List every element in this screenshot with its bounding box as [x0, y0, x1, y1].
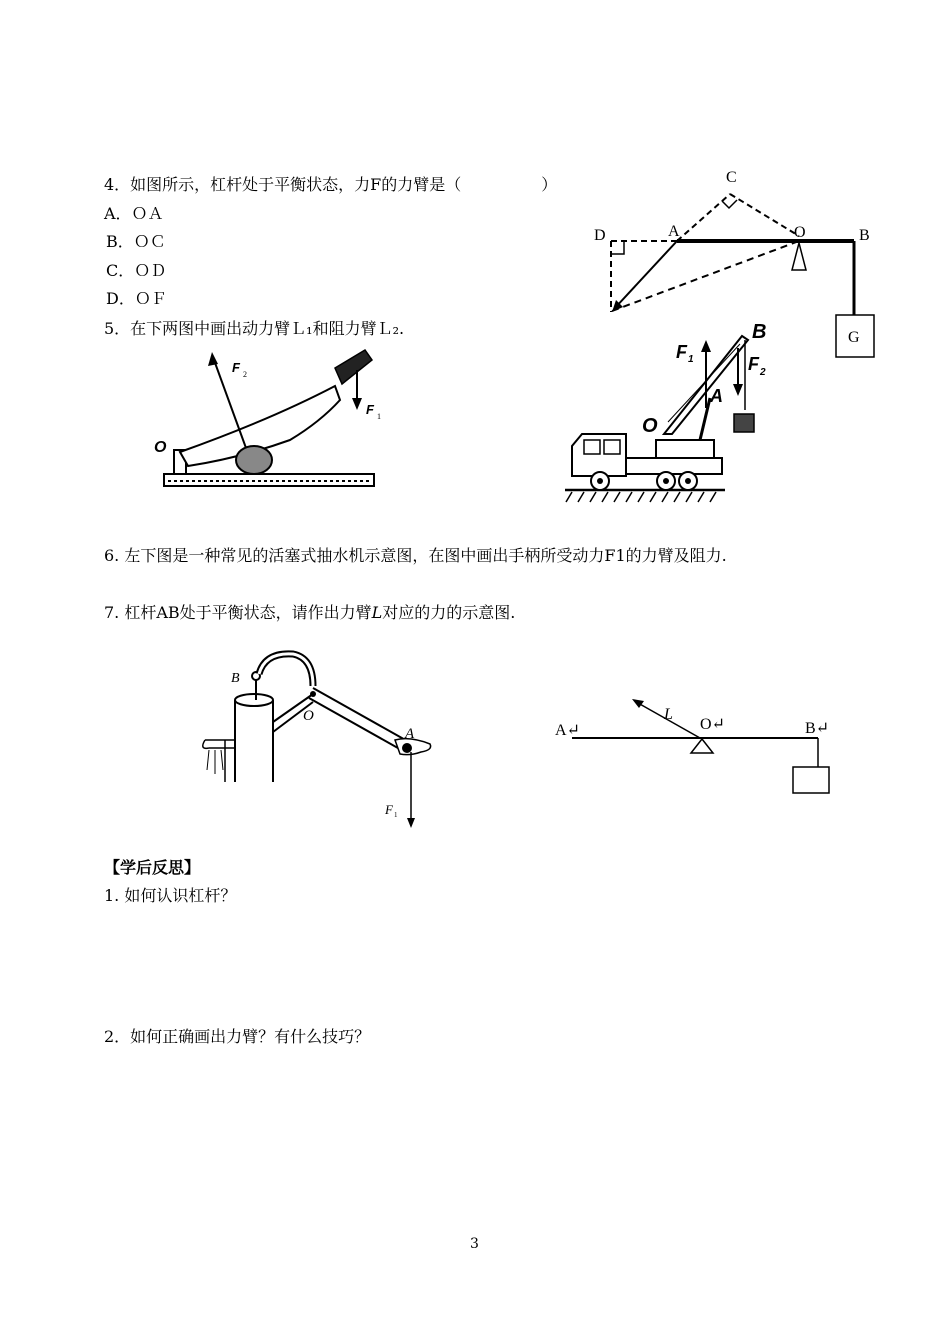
reflection-q2: 2．如何正确画出力臂？有什么技巧？	[104, 1027, 371, 1046]
q4-option-c: C．ＯＤ	[106, 261, 167, 280]
q7-lever-label-b: B↵	[805, 720, 830, 737]
q5-crane-label-f1: F	[676, 342, 687, 362]
q6-stem: 6. 左下图是一种常见的活塞式抽水机示意图，在图中画出手柄所受动力F1的力臂及阻力.	[104, 546, 727, 565]
q7-lever-figure	[550, 695, 835, 800]
q7-pump-label-f-sub: 1	[394, 811, 398, 819]
q7-stem-var: L	[371, 603, 383, 622]
q7-stem	[104, 602, 515, 624]
q4-label-a: A	[668, 223, 680, 240]
q5-knife-label-o: O	[154, 439, 167, 456]
q4-option-b: B．ＯＣ	[106, 232, 166, 251]
q5-crane-label-f2-sub: 2	[760, 367, 766, 378]
page-number: 3	[470, 1236, 479, 1252]
q5-crane-label-f1-sub: 1	[688, 354, 694, 365]
q5-crane-label-f2: F	[748, 354, 759, 374]
q4-label-c: C	[726, 169, 737, 186]
q5-crane-label-o: O	[642, 415, 658, 437]
q7-pump-label-o: O	[303, 708, 314, 724]
q5-knife-figure	[150, 340, 385, 495]
q4-label-b: B	[859, 227, 870, 244]
q7-pump-label-f: F	[385, 802, 393, 817]
q5-knife-label-f1-sub: 1	[377, 412, 381, 421]
q7-lever-label-l: L	[664, 706, 673, 723]
q4-stem: 4．如图所示，杠杆处于平衡状态，力F的力臂是（ ）	[104, 175, 558, 194]
reflection-q1: 1. 如何认识杠杆？	[104, 886, 237, 905]
q4-label-g: G	[848, 329, 860, 346]
q7-stem-post: 对应的力的示意图.	[382, 603, 516, 622]
q7-lever-label-o: O↵	[700, 716, 725, 733]
q5-knife-label-f1: F	[366, 402, 374, 417]
q5-crane-label-b: B	[752, 321, 767, 343]
q7-stem-pre: 7. 杠杆AB处于平衡状态，请作出力臂	[104, 603, 372, 622]
q5-crane-label-a: A	[710, 386, 723, 406]
q5-knife-label-f2: F	[232, 360, 240, 375]
reflection-heading: 【学后反思】	[104, 858, 201, 877]
q7-pump-figure	[195, 640, 445, 835]
q4-label-d: D	[594, 227, 606, 244]
q7-lever-label-a: A↵	[555, 722, 580, 739]
q4-option-d: D．ＯＦ	[106, 289, 167, 308]
q5-stem: 5．在下两图中画出动力臂Ｌ₁和阻力臂Ｌ₂.	[104, 319, 405, 338]
q4-label-o: O	[794, 224, 806, 241]
q5-knife-label-f2-sub: 2	[243, 370, 247, 379]
q5-crane-figure	[560, 318, 780, 508]
q4-option-a: A．ＯＡ	[104, 204, 164, 223]
q7-pump-label-a: A	[405, 726, 415, 742]
q7-pump-label-b: B	[231, 671, 240, 686]
